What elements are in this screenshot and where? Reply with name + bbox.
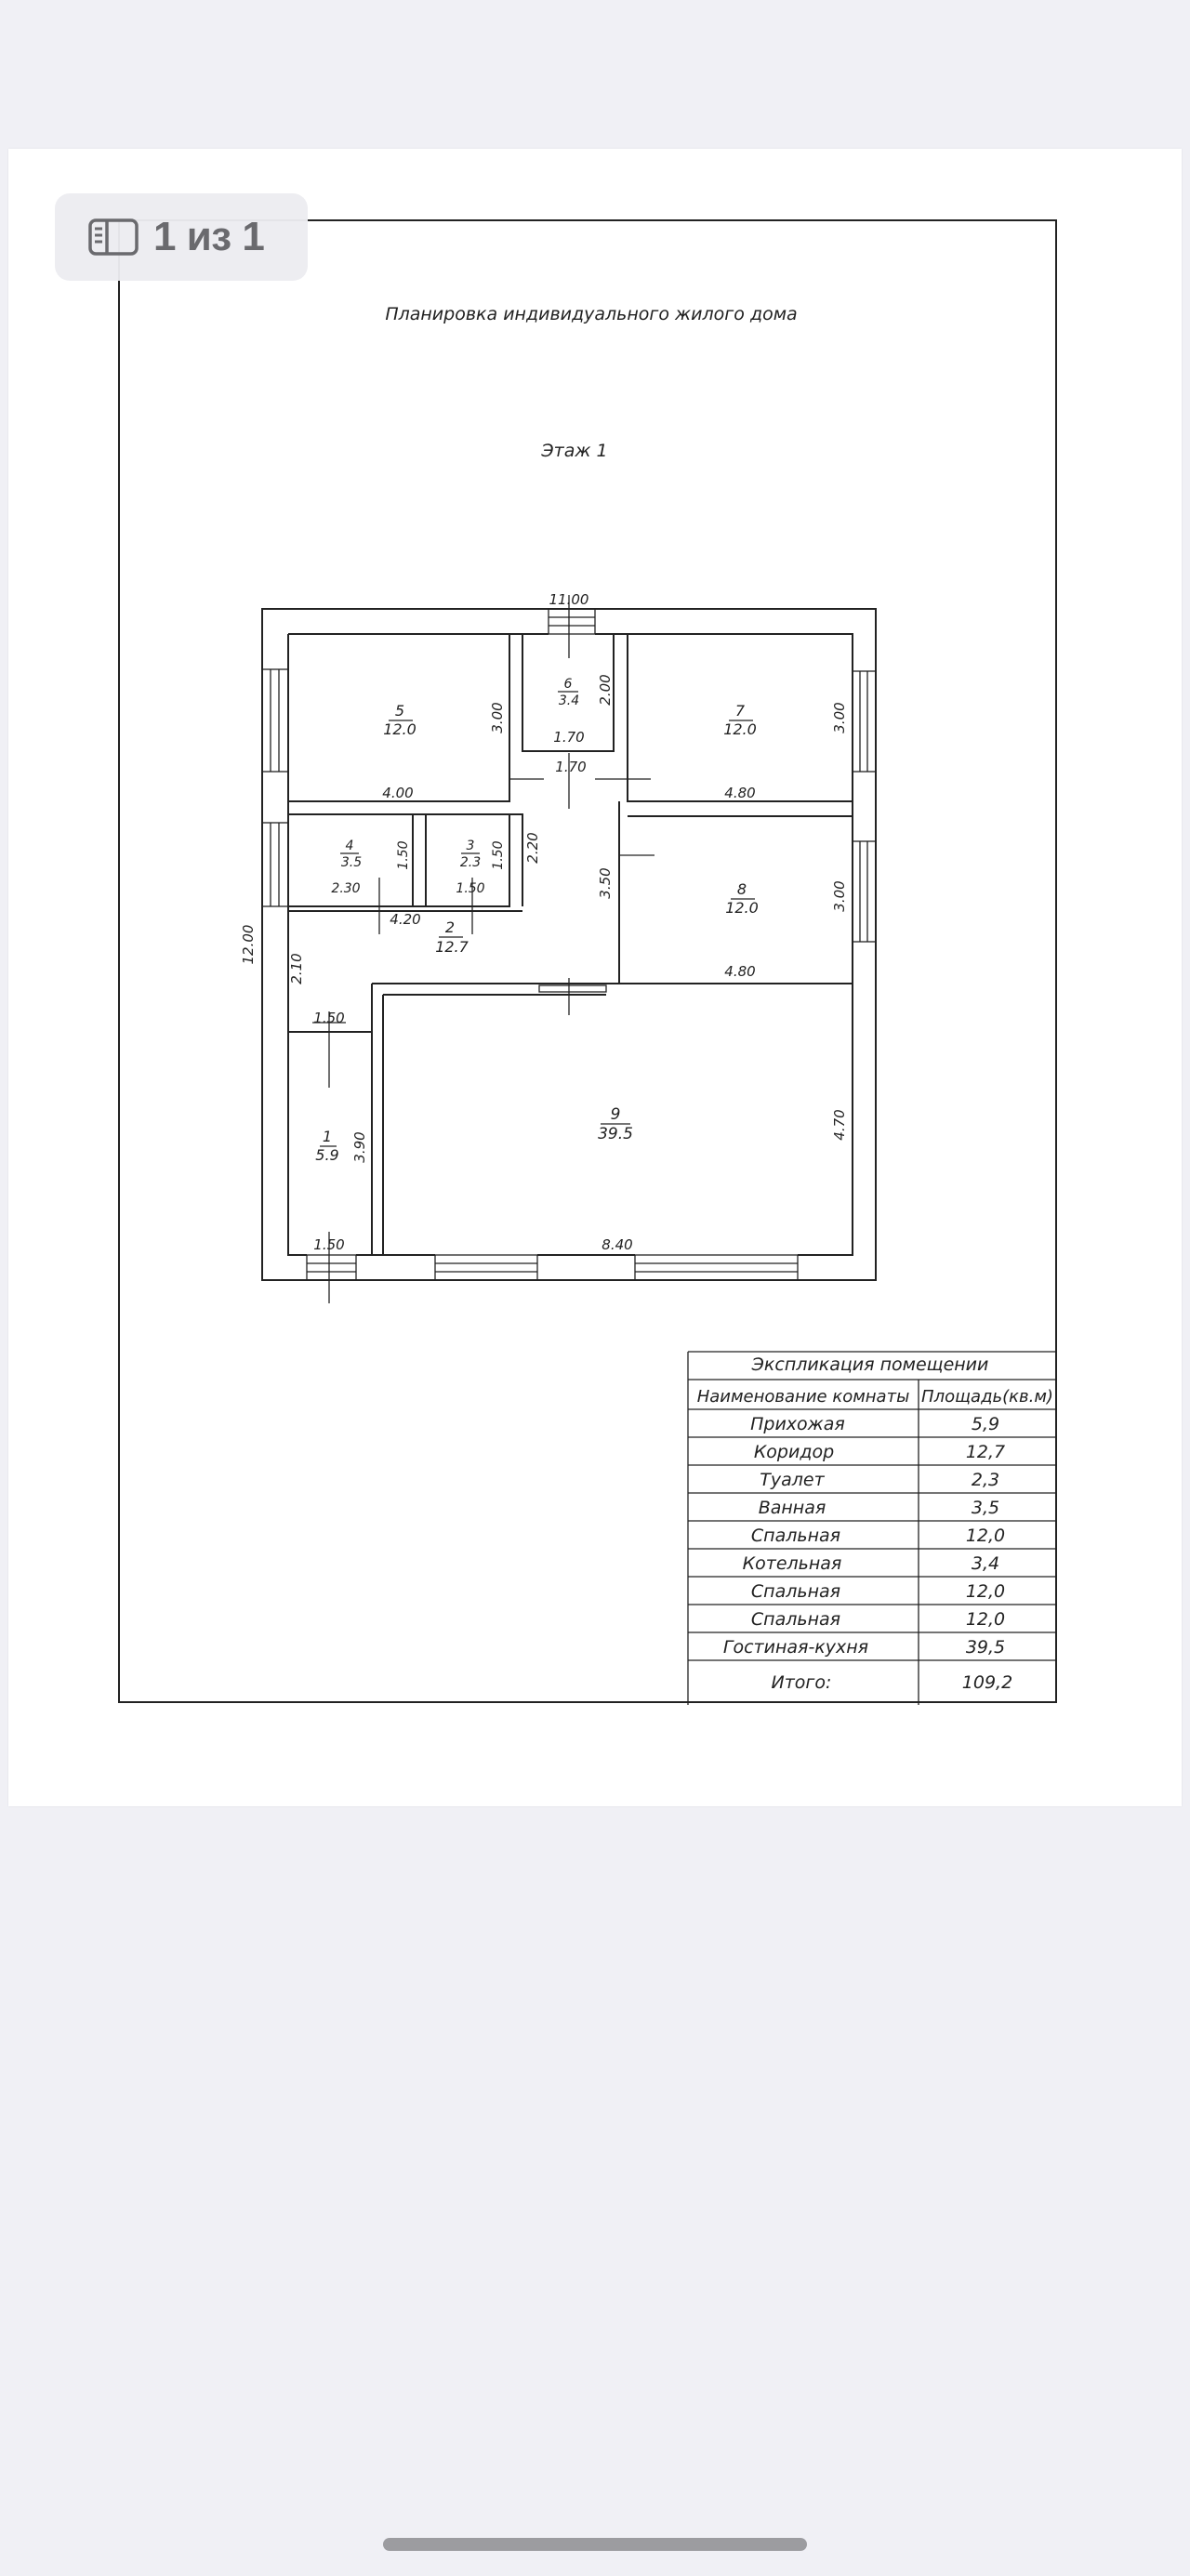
dim-r1-height: 3.90: [351, 1131, 368, 1163]
dim-corridor-width: 4.20: [390, 911, 421, 928]
dim-r5-height: 3.00: [489, 702, 506, 733]
dim-corridor-left: 2.10: [288, 953, 305, 984]
room-6-number: 6: [563, 677, 573, 692]
explication-table: [688, 1352, 1056, 1705]
dim-r6-height: 2.00: [597, 674, 614, 706]
row-8-name: Спальная: [750, 1609, 841, 1630]
table-row: [750, 1414, 999, 1434]
room-8-area: 12.0: [725, 899, 759, 917]
dim-corridor-vert: 2.20: [524, 832, 541, 864]
header-room-name: Наименование комнаты: [696, 1387, 910, 1407]
room-2-number: 2: [444, 918, 456, 936]
drawing-title: Планировка индивидуального жилого дома: [385, 304, 798, 324]
dim-r7-width: 4.80: [724, 785, 756, 801]
dim-r1-top: 1.50: [313, 1010, 345, 1026]
total-label: Итого:: [771, 1672, 832, 1693]
dim-r9-width: 8.40: [602, 1236, 633, 1253]
dim-corridor-right: 3.50: [597, 867, 614, 899]
row-8-area: 12,0: [965, 1609, 1006, 1630]
row-9-name: Гостиная-кухня: [722, 1637, 869, 1658]
room-6-area: 3.4: [558, 694, 580, 708]
floor-label: Этаж 1: [541, 441, 608, 461]
room-8-number: 8: [736, 880, 747, 898]
room-labels: [315, 677, 759, 1164]
dim-r8-width: 4.80: [724, 963, 756, 980]
dim-r7-height: 3.00: [831, 702, 848, 733]
dim-r4-height: 1.50: [396, 840, 411, 870]
row-7-name: Спальная: [750, 1581, 841, 1602]
room-5-number: 5: [394, 702, 405, 720]
row-2-area: 12,7: [965, 1442, 1006, 1462]
table-row: [754, 1442, 1005, 1462]
interior-walls: [288, 634, 853, 1255]
row-7-area: 12,0: [965, 1581, 1006, 1602]
room-3-area: 2.3: [459, 855, 482, 870]
table-row: [751, 1609, 1005, 1630]
room-7-number: 7: [734, 702, 746, 720]
room-3-number: 3: [466, 839, 475, 853]
dim-r4-width: 2.30: [331, 881, 361, 896]
row-6-area: 3,4: [971, 1553, 1000, 1574]
room-5-area: 12.0: [383, 720, 416, 738]
room-4-number: 4: [345, 839, 354, 853]
outer-walls: [262, 609, 876, 1280]
dim-r6-width-a: 1.70: [553, 729, 585, 746]
total-value: 109,2: [961, 1672, 1013, 1693]
row-2-name: Коридор: [753, 1442, 835, 1462]
page-counter-text: 1 из 1: [153, 214, 265, 259]
table-row: [743, 1553, 999, 1574]
dim-r3-width: 1.50: [456, 881, 485, 896]
row-4-area: 3,5: [971, 1498, 1000, 1518]
table-row: [751, 1526, 1005, 1546]
row-5-area: 12,0: [965, 1526, 1006, 1546]
table-row: [723, 1637, 1005, 1658]
dim-r9-height: 4.70: [831, 1109, 848, 1141]
explication-title: Экспликация помещении: [751, 1354, 989, 1375]
row-1-area: 5,9: [971, 1414, 1000, 1434]
room-9-number: 9: [610, 1105, 621, 1124]
dim-overall-width: 11.00: [549, 591, 589, 608]
room-2-area: 12.7: [435, 938, 469, 956]
table-total-row: [772, 1672, 1013, 1693]
dim-r3-height: 1.50: [491, 840, 506, 870]
dim-r1-bottom: 1.50: [313, 1236, 345, 1253]
table-row: [759, 1498, 999, 1518]
home-indicator[interactable]: [383, 2538, 807, 2551]
row-3-name: Туалет: [760, 1470, 825, 1490]
room-9-area: 39.5: [598, 1125, 633, 1143]
room-1-area: 5.9: [315, 1146, 339, 1164]
header-area: Площадь(кв.м): [921, 1387, 1053, 1407]
room-1-number: 1: [322, 1128, 333, 1145]
dim-r6-width-b: 1.70: [555, 759, 587, 775]
table-row: [751, 1581, 1005, 1602]
dim-r5-width: 4.00: [382, 785, 414, 801]
table-row: [760, 1470, 999, 1490]
row-5-name: Спальная: [750, 1526, 841, 1546]
room-4-area: 3.5: [340, 855, 363, 870]
room-7-area: 12.0: [723, 720, 757, 738]
sidebar-icon[interactable]: [88, 218, 139, 256]
dim-overall-height: 12.00: [240, 924, 257, 965]
row-4-name: Ванная: [758, 1498, 826, 1518]
dim-r8-height: 3.00: [831, 880, 848, 912]
row-9-area: 39,5: [965, 1637, 1006, 1658]
page-counter-badge[interactable]: [55, 193, 308, 281]
row-6-name: Котельная: [742, 1553, 842, 1574]
row-3-area: 2,3: [971, 1470, 1000, 1490]
row-1-name: Прихожая: [750, 1414, 845, 1434]
windows: [262, 609, 876, 1280]
